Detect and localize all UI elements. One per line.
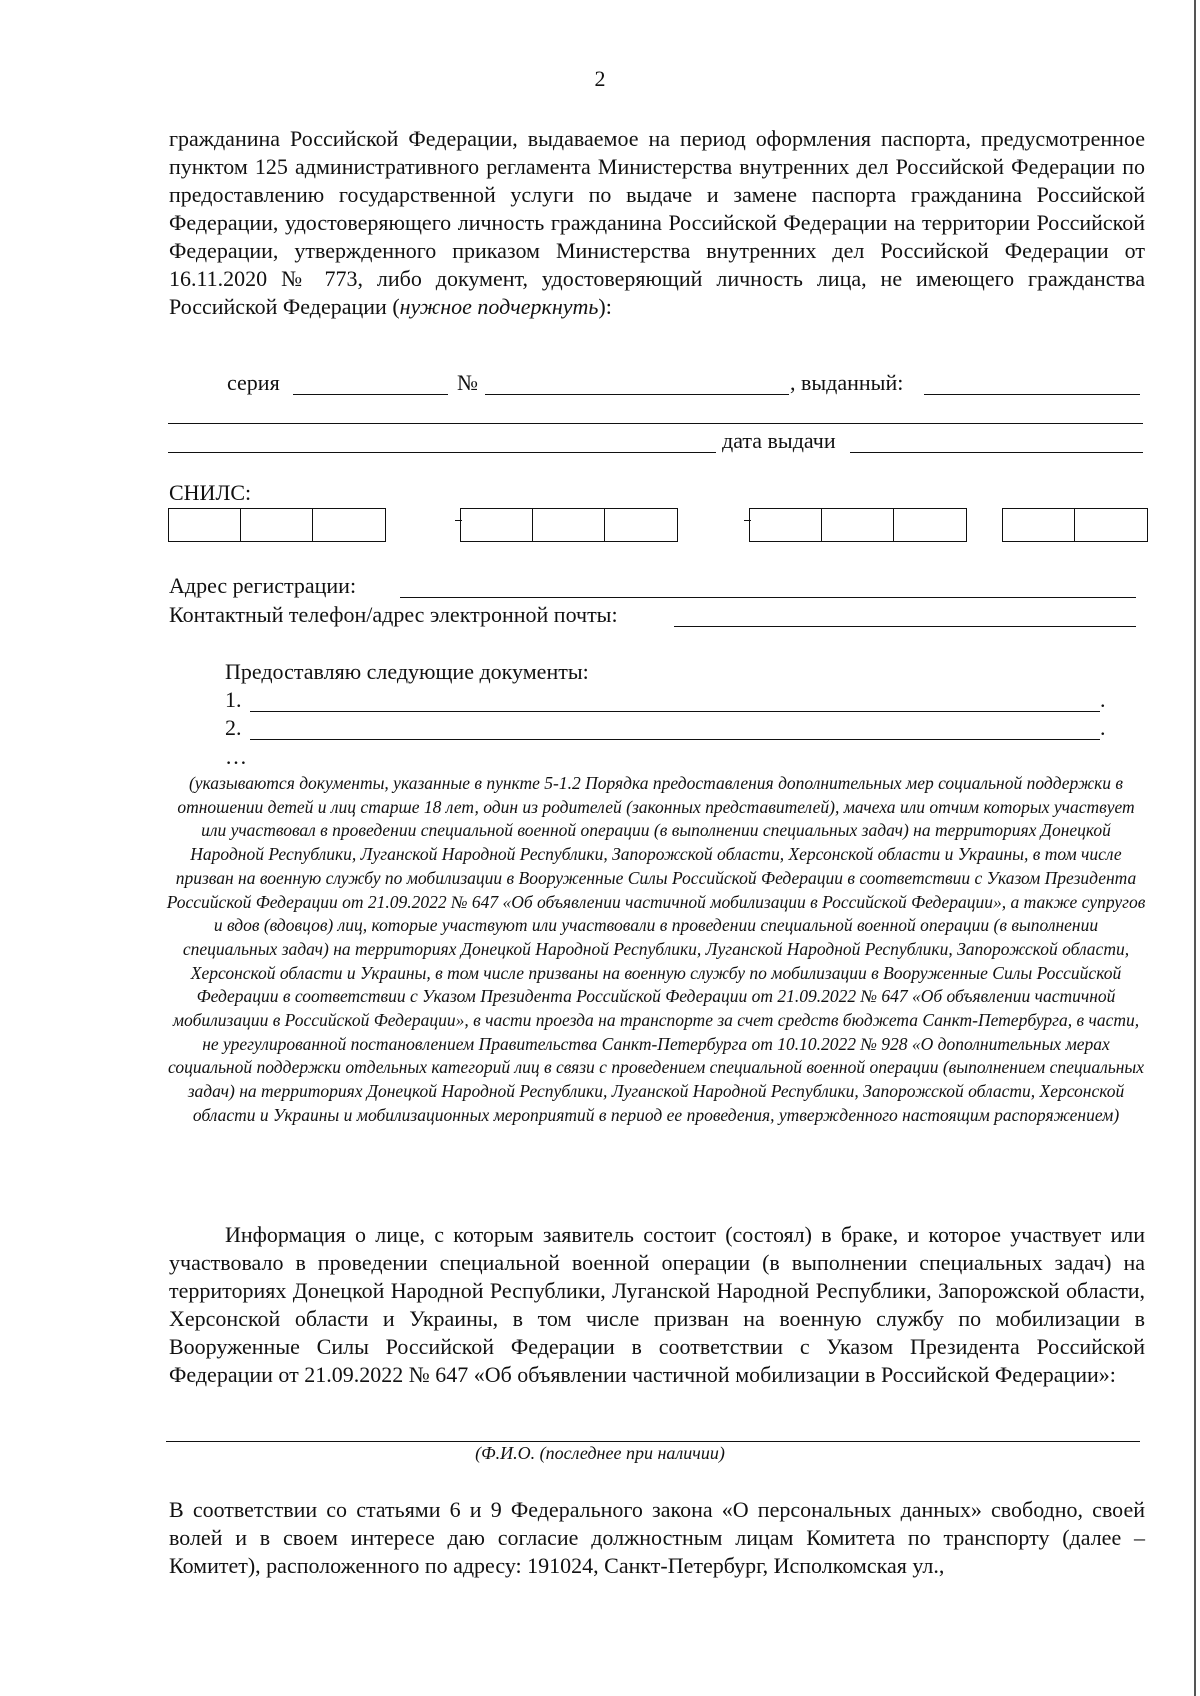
snils-digit-cell[interactable] (822, 509, 894, 541)
page-number: 2 (594, 66, 606, 91)
intro-italic: нужное подчеркнуть (399, 294, 599, 319)
fio-field[interactable] (166, 1441, 1140, 1442)
snils-digit-cell[interactable] (461, 509, 533, 541)
snils-group-4[interactable] (1002, 508, 1148, 542)
spouse-info-paragraph: Информация о лице, с которым заявитель состоит (состоял) в браке, и которое участвует или участвовало в проведении специальной военной операции (в выполнении специальных задач) на территориях Донецкой Народной Республики, Луганской Народной Республики, Запорожской области, Херсонской области и Украины, в том числе призван на военную службу по мобилизации в Вооруженные Силы Российской Федерации в соответствии с Указом Президента Российской Федерации от 21.09.2022 № 647 «Об объявлении частичной мобилизации в Российской Федерации»: (169, 1222, 1145, 1387)
series-field[interactable] (293, 394, 448, 395)
number-label: № (457, 370, 478, 395)
document-item-2-number: 2. (225, 715, 242, 740)
issued-by-continuation-field[interactable] (168, 423, 1143, 424)
series-label: серия (227, 370, 280, 395)
document-item-1-dot: . (1100, 687, 1106, 712)
intro-paragraph (169, 125, 1145, 321)
snils-digit-cell[interactable] (605, 509, 677, 541)
document-item-2-dot: . (1100, 715, 1106, 740)
snils-digit-cell[interactable] (169, 509, 241, 541)
document-item-1-number: 1. (225, 687, 242, 712)
contact-label: Контактный телефон/адрес электронной почты: (169, 602, 618, 627)
registration-address-label: Адрес регистрации: (169, 573, 357, 598)
snils-group-1[interactable] (168, 508, 386, 542)
documents-note: (указываются документы, указанные в пункте 5-1.2 Порядка предоставления дополнительных мер социальной поддержки в отношении детей и лиц старше 18 лет, один из родителей (законных представителей), мачеха или отчим которых участвует или участвовал в проведении специальной военной операции (в выполнении специальных задач) на территориях Донецкой Народной Республики, Луганской Народной Республики, Запорожской области, Херсонской области и Украины, в том числе призван на военную службу по мобилизации в Вооруженные Силы Российской Федерации в соответствии с Указом Президента Российской Федерации от 21.09.2022 № 647 «Об объявлении частичной мобилизации в Российской Федерации», а также супругов и вдов (вдовцов) лиц, которые участвуют или участвовали в проведении специальной военной операции (в выполнении специальных задач) на территориях Донецкой Народной Республики, Луганской Народной Республики, Запорожской области, Херсонской области и Украины, в том числе призваны на военную службу по мобилизации в Вооруженные Силы Российской Федерации в соответствии с Указом Президента Российской Федерации от 21.09.2022 № 647 «Об объявлении частичной мобилизации в Российской Федерации», в части проезда на транспорте за счет средств бюджета Санкт-Петербурга, в части, не урегулированной постановлением Правительства Санкт-Петербурга от 10.10.2022 № 928 «О дополнительных мерах социальной поддержки отдельных категорий лиц в связи с проведением специальной военной операции (выполнением специальных задач) на территориях Донецкой Народной Республики, Луганской Народной Республики, Запорожской области, Херсонской области и Украины и мобилизационных мероприятий в период ее проведения, утвержденного настоящим распоряжением) (166, 773, 1146, 1125)
page-edge (1194, 0, 1196, 1696)
document-item-1-field[interactable] (250, 711, 1100, 712)
snils-digit-cell[interactable] (750, 509, 822, 541)
snils-digit-cell[interactable] (894, 509, 966, 541)
snils-group-2[interactable] (460, 508, 678, 542)
issued-by-field[interactable] (924, 394, 1140, 395)
documents-heading: Предоставляю следующие документы: (225, 659, 589, 684)
issue-date-field[interactable] (850, 452, 1143, 453)
snils-digit-cell[interactable] (1075, 509, 1147, 541)
registration-address-field[interactable] (400, 597, 1136, 598)
snils-label: СНИЛС: (169, 480, 252, 505)
snils-digit-cell[interactable] (533, 509, 605, 541)
intro-end: ): (598, 294, 612, 319)
documents-ellipsis: … (225, 744, 247, 769)
snils-digit-cell[interactable] (241, 509, 313, 541)
intro-text: гражданина Российской Федерации, выдаваемое на период оформления паспорта, предусмотренное пунктом 125 административного регламента Министерства внутренних дел Российской Федерации по предоставлению государственной услуги по выдаче и замене паспорта гражданина Российской Федерации, удостоверяющего личность гражданина Российской Федерации на территории Российской Федерации, утвержденного приказом Министерства внутренних дел Российской Федерации от 16.11.2020 № 773, либо документ, удостоверяющий личность лица, не имеющего гражданства Российской Федерации ( (169, 126, 1145, 319)
issued-label: , выданный: (790, 370, 904, 395)
snils-digit-cell[interactable] (313, 509, 385, 541)
issued-by-continuation-field-2[interactable] (168, 452, 716, 453)
snils-group-3[interactable] (749, 508, 967, 542)
document-item-2-field[interactable] (250, 739, 1100, 740)
contact-field[interactable] (674, 626, 1136, 627)
consent-paragraph: В соответствии со статьями 6 и 9 Федерального закона «О персональных данных» свободно, своей волей и в своем интересе даю согласие должностным лицам Комитета по транспорту (далее – Комитет), расположенного по адресу: 191024, Санкт-Петербург, Исполкомская ул., (169, 1497, 1145, 1578)
snils-digit-cell[interactable] (1003, 509, 1075, 541)
issue-date-label: дата выдачи (722, 428, 836, 453)
fio-caption: (Ф.И.О. (последнее при наличии) (475, 1443, 725, 1463)
number-field[interactable] (485, 394, 789, 395)
